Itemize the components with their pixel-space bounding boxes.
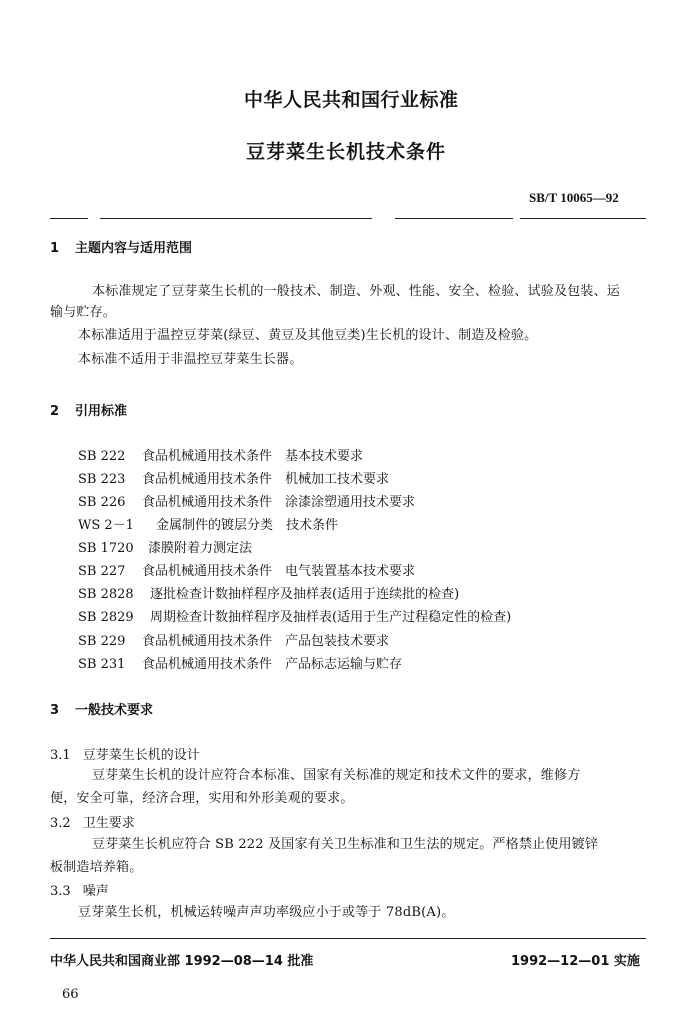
reference-code: SB 2828 — [78, 587, 134, 602]
reference-item — [78, 537, 252, 556]
paragraph-line: 豆芽菜生长机，机械运转噪声声功率级应小于或等于 78dB(A)。 — [78, 905, 455, 920]
reference-code: WS 2－1 — [78, 518, 134, 533]
header-rule-segment — [50, 218, 88, 219]
reference-title: 食品机械通用技术条件 机械加工技术要求 — [142, 472, 390, 487]
approval-line: 中华人民共和国商业部 1992—08—14 批准 — [50, 954, 314, 969]
section-number: 2 — [50, 404, 60, 419]
subsection-title: 豆芽菜生长机的设计 — [82, 748, 200, 763]
section-heading — [50, 699, 153, 718]
subsection-heading — [50, 880, 109, 899]
page-number: 66 — [62, 987, 79, 1002]
subsection-number: 3.3 — [50, 884, 71, 899]
reference-title: 逐批检查计数抽样程序及抽样表(适用于连续批的检查) — [150, 587, 460, 602]
reference-code: SB 2829 — [78, 610, 134, 625]
reference-item — [78, 468, 389, 487]
reference-title: 食品机械通用技术条件 电气装置基本技术要求 — [142, 564, 416, 579]
section-number: 1 — [50, 241, 60, 256]
paragraph-line: 本标准不适用于非温控豆芽菜生长器。 — [78, 352, 303, 367]
header-rule-segment — [395, 218, 513, 219]
reference-title: 食品机械通用技术条件 基本技术要求 — [142, 449, 364, 464]
reference-code: SB 1720 — [78, 541, 134, 556]
subsection-title: 噪声 — [82, 884, 109, 899]
paragraph-line: 本标准规定了豆芽菜生长机的一般技术、制造、外观、性能、安全、检验、试验及包装、运 — [92, 284, 621, 299]
section-title: 一般技术要求 — [75, 703, 154, 718]
subsection-heading — [50, 812, 135, 831]
reference-title: 金属制件的镀层分类 技术条件 — [156, 518, 339, 533]
reference-item — [78, 583, 459, 602]
section-title: 主题内容与适用范围 — [75, 241, 193, 256]
subsection-title: 卫生要求 — [82, 816, 135, 831]
reference-title: 食品机械通用技术条件 产品标志运输与贮存 — [142, 657, 403, 672]
implementation-date: 1992—12—01 实施 — [511, 954, 640, 969]
section-title: 引用标准 — [75, 404, 128, 419]
footer-rule — [50, 938, 646, 939]
paragraph-line: 豆芽菜生长机应符合 SB 222 及国家有关卫生标准和卫生法的规定。严格禁止使用镀锌 — [92, 837, 599, 852]
org-title: 中华人民共和国行业标准 — [244, 89, 459, 111]
reference-code: SB 227 — [78, 564, 126, 579]
reference-item — [78, 653, 402, 672]
reference-title: 食品机械通用技术条件 涂漆涂塑通用技术要求 — [142, 495, 416, 510]
subsection-number: 3.1 — [50, 748, 71, 763]
reference-code: SB 231 — [78, 657, 126, 672]
paragraph-line: 豆芽菜生长机的设计应符合本标准、国家有关标准的规定和技术文件的要求，维修方 — [92, 768, 581, 783]
reference-title: 周期检查计数抽样程序及抽样表(适用于生产过程稳定性的检查) — [150, 610, 512, 625]
paragraph-line: 输与贮存。 — [50, 305, 117, 320]
section-heading — [50, 237, 192, 256]
paragraph-line: 板制造培养箱。 — [50, 860, 143, 875]
reference-item — [78, 445, 363, 464]
subsection-number: 3.2 — [50, 816, 71, 831]
reference-item — [78, 560, 415, 579]
reference-code: SB 222 — [78, 449, 126, 464]
reference-item — [78, 630, 389, 649]
reference-item — [78, 491, 415, 510]
section-number: 3 — [50, 703, 60, 718]
reference-item — [78, 606, 511, 625]
header-rule-segment — [520, 218, 646, 219]
subsection-heading — [50, 744, 200, 763]
reference-code: SB 229 — [78, 634, 126, 649]
reference-code: SB 226 — [78, 495, 126, 510]
reference-title: 食品机械通用技术条件 产品包装技术要求 — [142, 634, 390, 649]
paragraph-line: 便，安全可靠，经济合理，实用和外形美观的要求。 — [50, 791, 354, 806]
section-heading — [50, 400, 127, 419]
reference-code: SB 223 — [78, 472, 126, 487]
document-title: 豆芽菜生长机技术条件 — [246, 141, 447, 163]
paragraph-line: 本标准适用于温控豆芽菜(绿豆、黄豆及其他豆类)生长机的设计、制造及检验。 — [78, 328, 538, 343]
header-rule-segment — [100, 218, 372, 219]
standard-number: SB/T 10065—92 — [529, 190, 619, 205]
reference-item — [78, 514, 338, 533]
reference-title: 漆膜附着力测定法 — [148, 541, 253, 556]
